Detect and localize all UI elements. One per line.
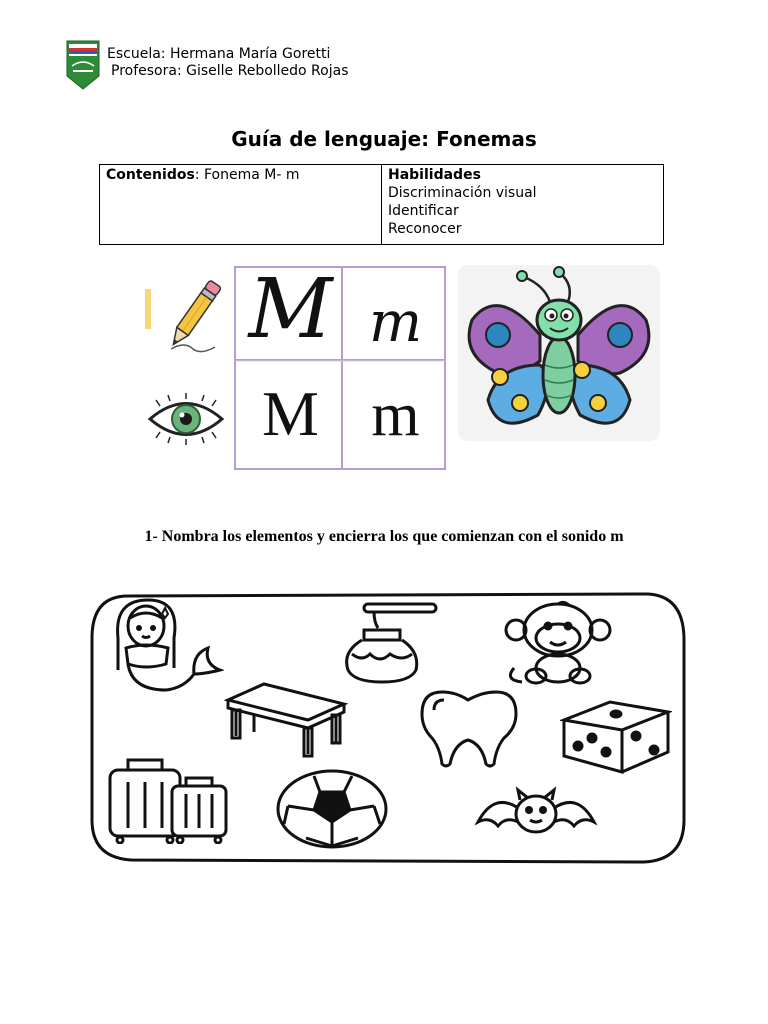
table-icon bbox=[224, 680, 348, 758]
monkey-icon bbox=[500, 600, 616, 686]
cursive-uppercase-letter: M bbox=[248, 262, 333, 357]
contents-value: : Fonema M- m bbox=[194, 167, 300, 183]
ball-icon bbox=[274, 768, 390, 850]
honey-icon bbox=[340, 600, 440, 684]
page-title: Guía de lenguaje: Fonemas bbox=[231, 127, 537, 151]
butterfly-icon bbox=[458, 265, 660, 441]
contents-cell bbox=[100, 165, 382, 245]
school-logo-icon bbox=[66, 40, 100, 90]
skills-cell bbox=[382, 165, 664, 245]
skill-item: Discriminación visual bbox=[388, 185, 537, 201]
contents-table bbox=[99, 164, 664, 245]
print-lowercase-letter: m bbox=[371, 380, 420, 449]
suitcase-icon bbox=[106, 758, 230, 844]
contents-label: Contenidos bbox=[106, 167, 195, 183]
mermaid-icon bbox=[108, 598, 224, 694]
print-uppercase-letter: M bbox=[262, 378, 319, 449]
skills-label: Habilidades bbox=[388, 167, 481, 183]
tooth-icon bbox=[418, 688, 520, 768]
skill-item: Identificar bbox=[388, 203, 459, 219]
school-name: Escuela: Hermana María Goretti bbox=[107, 46, 331, 62]
skill-item: Reconocer bbox=[388, 221, 462, 237]
cursive-lowercase-letter: m bbox=[368, 289, 423, 355]
pencil-icon bbox=[163, 275, 225, 355]
bat-icon bbox=[474, 786, 598, 838]
dice-icon bbox=[560, 698, 672, 774]
question-1: 1- Nombra los elementos y encierra los que comienzan con el sonido m bbox=[144, 528, 624, 545]
teacher-name: Profesora: Giselle Rebolledo Rojas bbox=[111, 63, 349, 79]
eye-icon bbox=[146, 392, 226, 446]
